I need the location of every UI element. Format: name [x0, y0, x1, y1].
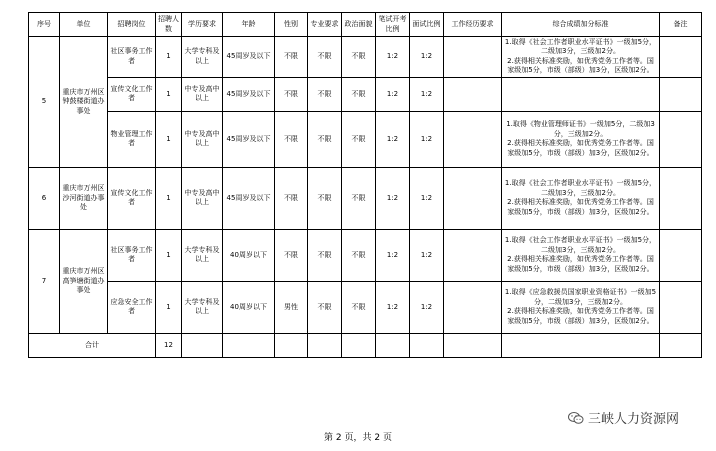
bonus-line: 1.取得《应急救援员国家职业资格证书》一级加5分，二级加3分，三级加2分。	[504, 288, 657, 306]
bonus-line: 2.获得相关标准奖励，如优秀党务工作者等。国家级加5分，市级（部级）加3分，区级加2分。	[507, 255, 654, 273]
empty-cell	[308, 333, 342, 357]
seq-cell: 7	[29, 229, 60, 333]
header-age: 年龄	[223, 13, 275, 37]
major-cell: 不限	[308, 37, 342, 78]
count-cell: 1	[156, 281, 182, 333]
bonus-cell	[502, 167, 660, 229]
header-count: 招聘人数	[156, 13, 182, 37]
empty-cell	[660, 333, 702, 357]
experience-cell	[444, 111, 502, 167]
post-cell: 宣传文化工作者	[108, 77, 156, 111]
remark-cell	[660, 281, 702, 333]
table-row	[29, 77, 702, 111]
header-gender: 性别	[275, 13, 308, 37]
post-cell: 物业管理工作者	[108, 111, 156, 167]
empty-cell	[342, 333, 376, 357]
header-unit: 单位	[60, 13, 108, 37]
count-cell: 1	[156, 37, 182, 78]
experience-cell	[444, 281, 502, 333]
experience-cell	[444, 37, 502, 78]
bonus-cell	[502, 229, 660, 281]
bonus-line: 1.取得《社会工作者职业水平证书》一级加5分，二级加3分，三级加2分。	[504, 236, 657, 254]
count-cell: 1	[156, 229, 182, 281]
empty-cell	[223, 333, 275, 357]
post-cell: 宣传文化工作者	[108, 167, 156, 229]
interview-ratio-cell: 1:2	[410, 167, 444, 229]
header-experience: 工作经历要求	[444, 13, 502, 37]
interview-ratio-cell: 1:2	[410, 281, 444, 333]
age-cell: 45周岁及以下	[223, 37, 275, 78]
watermark	[568, 408, 679, 427]
bonus-line: 2.获得相关标准奖励，如优秀党务工作者等。国家级加5分，市级（部级）加3分，区级加2分。	[507, 198, 654, 216]
edu-cell: 大学专科及以上	[182, 229, 223, 281]
age-cell: 40周岁以下	[223, 281, 275, 333]
total-count: 12	[156, 333, 182, 357]
politics-cell: 不限	[342, 77, 376, 111]
bonus-line: 1.取得《社会工作者职业水平证书》一级加5分，二级加3分，三级加2分。	[504, 38, 657, 56]
total-row	[29, 333, 702, 357]
header-row	[29, 13, 702, 37]
written-ratio-cell: 1:2	[376, 77, 410, 111]
interview-ratio-cell: 1:2	[410, 111, 444, 167]
edu-cell: 大学专科及以上	[182, 281, 223, 333]
remark-cell	[660, 229, 702, 281]
remark-cell	[660, 77, 702, 111]
seq-cell: 5	[29, 37, 60, 168]
written-ratio-cell: 1:2	[376, 281, 410, 333]
major-cell: 不限	[308, 77, 342, 111]
gender-cell: 不限	[275, 37, 308, 78]
watermark-text: 三峡人力资源网	[588, 412, 680, 427]
seq-cell: 6	[29, 167, 60, 229]
age-cell: 45周岁及以下	[223, 111, 275, 167]
empty-cell	[502, 333, 660, 357]
major-cell: 不限	[308, 111, 342, 167]
empty-cell	[376, 333, 410, 357]
unit-cell: 重庆市万州区钟鼓楼街道办事处	[60, 37, 108, 168]
edu-cell: 中专及高中以上	[182, 77, 223, 111]
post-cell: 应急安全工作者	[108, 281, 156, 333]
politics-cell: 不限	[342, 167, 376, 229]
empty-cell	[182, 333, 223, 357]
bonus-line: 2.获得相关标准奖励，如优秀党务工作者等。国家级加5分，市级（部级）加3分，区级加2分。	[507, 56, 654, 75]
empty-cell	[410, 333, 444, 357]
gender-cell: 不限	[275, 229, 308, 281]
bonus-cell	[502, 77, 660, 111]
count-cell: 1	[156, 167, 182, 229]
header-edu: 学历要求	[182, 13, 223, 37]
count-cell: 1	[156, 77, 182, 111]
bonus-cell	[502, 111, 660, 167]
gender-cell: 不限	[275, 111, 308, 167]
header-interview-ratio: 面试比例	[410, 13, 444, 37]
edu-cell: 中专及高中以上	[182, 111, 223, 167]
table-row	[29, 281, 702, 333]
written-ratio-cell: 1:2	[376, 229, 410, 281]
politics-cell: 不限	[342, 37, 376, 78]
age-cell: 45周岁及以下	[223, 167, 275, 229]
page-footer: 第 2 页，共 2 页	[324, 433, 392, 443]
table-row	[29, 167, 702, 229]
total-label: 合计	[29, 333, 156, 357]
header-post: 招聘岗位	[108, 13, 156, 37]
header-written-ratio: 笔试开考比例	[376, 13, 410, 37]
bonus-line: 2.获得相关标准奖励，如优秀党务工作者等。国家级加5分，市级（部级）加3分，区级加2分。	[507, 139, 654, 157]
interview-ratio-cell: 1:2	[410, 77, 444, 111]
experience-cell	[444, 229, 502, 281]
experience-cell	[444, 167, 502, 229]
table-row	[29, 111, 702, 167]
bonus-line: 1.取得《物业管理师证书》一级加5分，二级加3分，三级加2分。	[506, 120, 655, 138]
written-ratio-cell: 1:2	[376, 37, 410, 78]
remark-cell	[660, 167, 702, 229]
table-row	[29, 37, 702, 78]
major-cell: 不限	[308, 281, 342, 333]
bonus-line: 2.获得相关标准奖励，如优秀党务工作者等。国家级加5分，市级（部级）加3分，区级加2分。	[507, 307, 654, 325]
remark-cell	[660, 111, 702, 167]
header-remark: 备注	[660, 13, 702, 37]
gender-cell: 男性	[275, 281, 308, 333]
unit-cell: 重庆市万州区沙河街道办事处	[60, 167, 108, 229]
age-cell: 40周岁以下	[223, 229, 275, 281]
politics-cell: 不限	[342, 229, 376, 281]
gender-cell: 不限	[275, 167, 308, 229]
interview-ratio-cell: 1:2	[410, 37, 444, 78]
wechat-icon	[568, 411, 584, 425]
edu-cell: 大学专科及以上	[182, 37, 223, 78]
post-cell: 社区事务工作者	[108, 229, 156, 281]
gender-cell: 不限	[275, 77, 308, 111]
interview-ratio-cell: 1:2	[410, 229, 444, 281]
politics-cell: 不限	[342, 111, 376, 167]
bonus-line: 1.取得《社会工作者职业水平证书》一级加5分，二级加3分，三级加2分。	[504, 179, 657, 197]
header-seq: 序号	[29, 13, 60, 37]
empty-cell	[275, 333, 308, 357]
post-cell: 社区事务工作者	[108, 37, 156, 78]
empty-cell	[444, 333, 502, 357]
header-bonus: 综合成绩加分标准	[502, 13, 660, 37]
count-cell: 1	[156, 111, 182, 167]
experience-cell	[444, 77, 502, 111]
politics-cell: 不限	[342, 281, 376, 333]
written-ratio-cell: 1:2	[376, 111, 410, 167]
age-cell: 45周岁及以下	[223, 77, 275, 111]
header-major: 专业要求	[308, 13, 342, 37]
header-politics: 政治面貌	[342, 13, 376, 37]
recruitment-table	[28, 12, 702, 358]
unit-cell: 重庆市万州区高笋塘街道办事处	[60, 229, 108, 333]
bonus-cell	[502, 37, 660, 78]
table-row	[29, 229, 702, 281]
major-cell: 不限	[308, 229, 342, 281]
written-ratio-cell: 1:2	[376, 167, 410, 229]
bonus-cell	[502, 281, 660, 333]
edu-cell: 中专及高中以上	[182, 167, 223, 229]
remark-cell	[660, 37, 702, 78]
major-cell: 不限	[308, 167, 342, 229]
